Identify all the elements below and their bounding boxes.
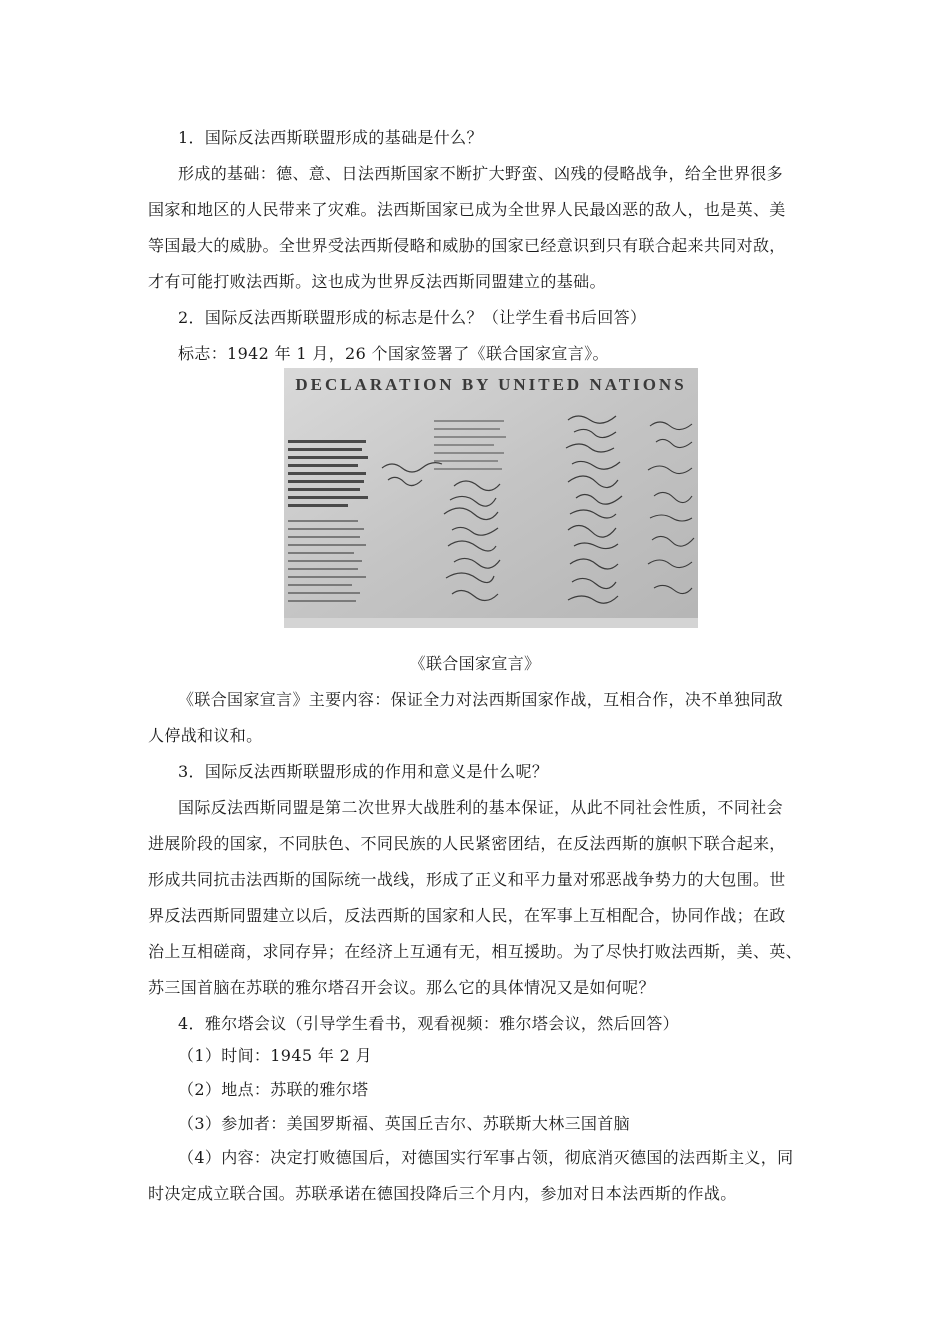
list-item: （3）参加者：美国罗斯福、英国丘吉尔、苏联斯大林三国首脑 (178, 1114, 630, 1133)
figure-caption: 《联合国家宣言》 (409, 654, 541, 673)
photo-title-text: DECLARATION BY UNITED NATIONS (295, 375, 687, 394)
question-4-heading: 4．雅尔塔会议（引导学生看书，观看视频：雅尔塔会议，然后回答） (178, 1014, 680, 1033)
paragraph-line: 形成的基础：德、意、日法西斯国家不断扩大野蛮、凶残的侵略战争，给全世界很多 (178, 164, 783, 183)
paragraph-line: 形成共同抗击法西斯的国际统一战线，形成了正义和平力量对邪恶战争势力的大包围。世 (148, 870, 786, 889)
paragraph-line: 国家和地区的人民带来了灾难。法西斯国家已成为全世界人民最凶恶的敌人，也是英、美 (148, 200, 786, 219)
declaration-photo (284, 368, 698, 628)
list-item: （1）时间：1945 年 2 月 (178, 1046, 372, 1065)
paragraph-line: 等国最大的威胁。全世界受法西斯侵略和威胁的国家已经意识到只有联合起来共同对敌， (148, 236, 786, 255)
paragraph-line: 进展阶段的国家，不同肤色、不同民族的人民紧密团结，在反法西斯的旗帜下联合起来， (148, 834, 786, 853)
paragraph-line: 国际反法西斯同盟是第二次世界大战胜利的基本保证，从此不同社会性质，不同社会 (178, 798, 783, 817)
question-3-heading: 3．国际反法西斯联盟形成的作用和意义是什么呢？ (178, 762, 549, 781)
paragraph-line: 界反法西斯同盟建立以后，反法西斯的国家和人民，在军事上互相配合，协同作战；在政 (148, 906, 786, 925)
paragraph-line: 人停战和议和。 (148, 726, 263, 745)
paragraph-line: 才有可能打败法西斯。这也成为世界反法西斯同盟建立的基础。 (148, 272, 606, 291)
paragraph-line: 标志：1942 年 1 月，26 个国家签署了《联合国家宣言》。 (178, 344, 609, 363)
paragraph-line: 苏三国首脑在苏联的雅尔塔召开会议。那么它的具体情况又是如何呢？ (148, 978, 655, 997)
paragraph-line: 《联合国家宣言》主要内容：保证全力对法西斯国家作战，互相合作，决不单独同敌 (178, 690, 783, 709)
question-1-heading: 1．国际反法西斯联盟形成的基础是什么？ (178, 128, 483, 147)
paragraph-line: 时决定成立联合国。苏联承诺在德国投降后三个月内，参加对日本法西斯的作战。 (148, 1184, 737, 1203)
list-item: （4）内容：决定打败德国后，对德国实行军事占领，彻底消灭德国的法西斯主义，同 (178, 1148, 794, 1167)
list-item: （2）地点：苏联的雅尔塔 (178, 1080, 369, 1099)
question-2-heading: 2．国际反法西斯联盟形成的标志是什么？（让学生看书后回答） (178, 308, 647, 327)
paragraph-line: 治上互相磋商，求同存异；在经济上互通有无，相互援助。为了尽快打败法西斯，美、英、 (148, 942, 803, 961)
